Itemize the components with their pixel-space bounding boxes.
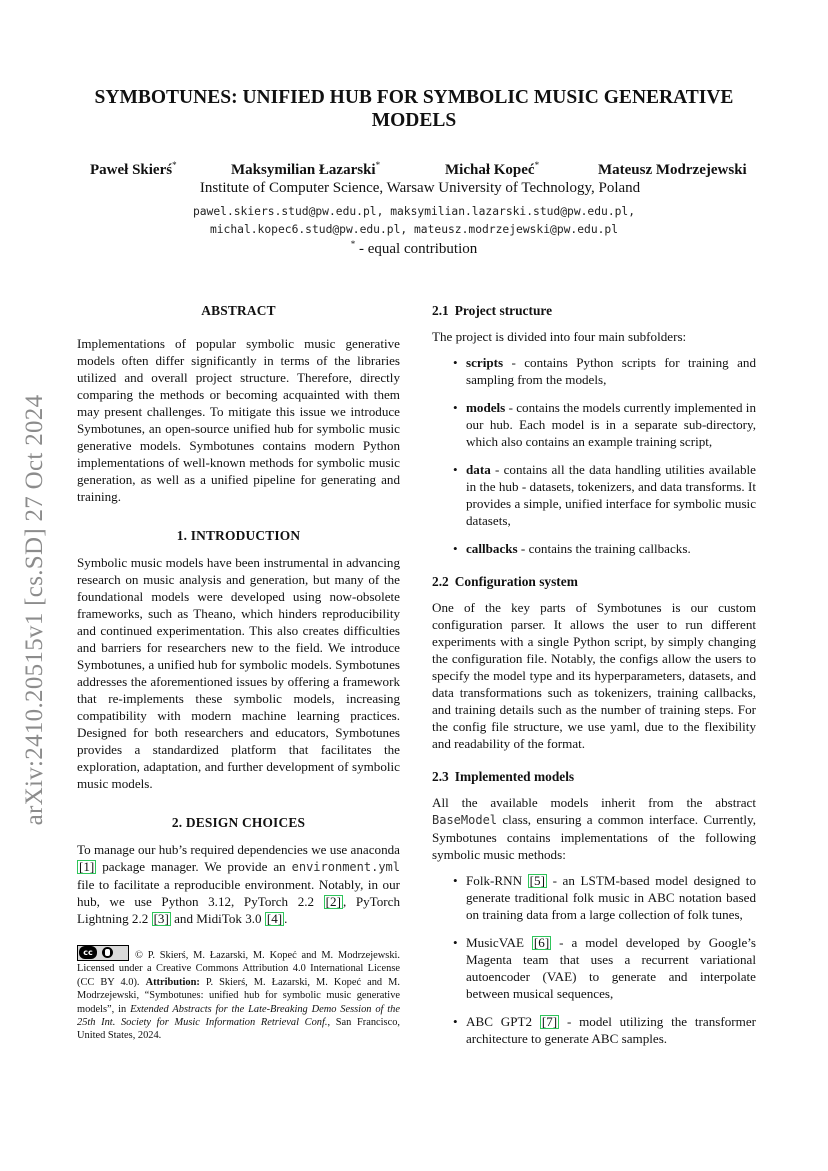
code-environment-yml: environment.yml	[291, 860, 400, 874]
s23-text: All the available models inherit from the abstract BaseModel class, ensuring a common interface. Currently, Symbotunes contains implementations of the following symbolic music methods:	[432, 795, 756, 862]
abstract-heading: ABSTRACT	[201, 303, 276, 318]
citation-link[interactable]: [2]	[325, 894, 341, 909]
intro-heading: 1. INTRODUCTION	[176, 528, 301, 543]
list-item: • scripts - contains Python scripts for training and sampling from the models,	[432, 354, 756, 388]
author-4: Mateusz Modrzejewski	[598, 162, 747, 178]
list-item: • Folk-RNN [5] - an LSTM-based model designed to generate traditional folk music in ABC notation based on training data from a large collection of folk tunes,	[432, 872, 756, 923]
citation-link[interactable]: [3]	[153, 911, 169, 926]
subfolder-list	[432, 354, 756, 557]
list-item: • MusicVAE [6] - a model developed by Google’s Magenta team that uses a recurrent variational autoencoder (VAE) to generate and interpolate between musical sequences,	[432, 934, 756, 1002]
cc-by-license-icon: cc	[77, 945, 129, 961]
list-item: • data - contains all the data handling utilities available in the hub - datasets, tokenizers, and data transforms. It provides a simple, unified interface for symbolic music datasets,	[432, 461, 756, 529]
author-2: Maksymilian Łazarski*	[231, 160, 381, 178]
citation-link[interactable]: [4]	[266, 911, 283, 926]
email-line-1: pawel.skiers.stud@pw.edu.pl, maksymilian.lazarski.stud@pw.edu.pl,	[192, 205, 636, 218]
design-text: To manage our hub’s required dependencies we use anaconda [1] package manager. We provide an environment.yml file to facilitate a reproducible environment. Notably, in our hub, we use Python 3.12, PyTorch 2.2 [2] , PyTorch Lightning 2.2 [3] and MidiTok 3.0 [4] .	[77, 842, 401, 926]
citation-link[interactable]: [1]	[79, 859, 95, 874]
license-footnote: cc © P. Skierś, M. Łazarski, M. Kopeć and M. Modrzejewski. Licensed under a Creative Commons Attribution 4.0 International License (CC BY 4.0). Attribution: P. Skierś, M. Łazarski, M. Kopeć and M. Modrzejewski, “Symbotunes: unified hub for symbolic music generative models”, in Extended Abstracts for the Late-Breaking Demo Session of the 25th Int. Society for Music Information Retrieval Conf., San Francisco, United States, 2024.	[77, 945, 400, 1043]
arxiv-watermark: arXiv:2410.20515v1 [cs.SD] 27 Oct 2024	[21, 394, 48, 826]
list-item: • callbacks - contains the training callbacks.	[432, 540, 756, 557]
paper-title: SYMBOTUNES: UNIFIED HUB FOR SYMBOLIC MUSIC GENERATIVE MODELS	[94, 87, 734, 131]
list-item: • models - contains the models currently implemented in our hub. Each model is in a separate sub-directory, which also contains an example training script,	[432, 399, 756, 450]
code-basemodel: BaseModel	[432, 813, 498, 827]
abstract-text: Implementations of popular symbolic music generative models often differ significantly in terms of the libraries utilized and overall project structure. Therefore, directly comparing the methods or becoming acquainted with them may present challenges. To mitigate this issue we introduce Symbotunes, an open-source unified hub for symbolic music generative models. Symbotunes contains modern Python implementations of well-known methods for symbolic music generation, as well as a unified pipeline for generating and training.	[77, 336, 400, 504]
citation-link[interactable]: [5]	[529, 873, 545, 888]
equal-contribution-note: * - equal contribution	[350, 239, 478, 257]
intro-text: Symbolic music models have been instrumental in advancing research on music analysis and generation, but many of the foundational models were developed using now-obsolete frameworks, such as Theano, which hinders reproducibility and continued experimentation. This also creates difficulties and barriers for researchers new to the field. We introduce Symbotunes, a unified hub for symbolic models. Symbotunes addresses the aforementioned issues by offering a framework that re-implements these symbolic models, increasing compatibility with modern machine learning practices. Designed for both researchers and educators, Symbotunes provides a standardized platform that facilitates the exploration, adaptation, and further development of symbolic music models.	[77, 555, 400, 791]
author-list	[0, 160, 828, 180]
author-3: Michał Kopeć*	[445, 160, 540, 178]
affiliation: Institute of Computer Science, Warsaw University of Technology, Poland	[199, 180, 641, 196]
section-2-1-heading: 2.1 Project structure	[432, 303, 553, 318]
citation-link[interactable]: [7]	[541, 1014, 558, 1029]
section-2-2-heading: 2.2 Configuration system	[432, 574, 578, 589]
right-column	[432, 300, 756, 1047]
design-heading: 2. DESIGN CHOICES	[171, 815, 306, 830]
email-line-2: michal.kopec6.stud@pw.edu.pl, mateusz.modrzejewski@pw.edu.pl	[209, 223, 619, 236]
section-2-3-heading: 2.3 Implemented models	[432, 769, 575, 784]
citation-link[interactable]: [6]	[533, 935, 550, 950]
models-list	[432, 872, 756, 1047]
author-1: Paweł Skierś*	[90, 160, 177, 178]
s22-text: One of the key parts of Symbotunes is our custom configuration parser. It allows the user to run different experiments with a single Python script, by simply changing the configuration file. Notably, the configs allow the users to specify the model type and its hyperparameters, datasets, and data transformations such as tokenizers, training callbacks, and training details such as the number of training steps. For the config file structure, we use yaml, due to the flexibility and readability of the format.	[432, 600, 756, 751]
left-column	[77, 300, 400, 1043]
s21-intro: The project is divided into four main subfolders:	[432, 329, 687, 344]
list-item: • ABC GPT2 [7] - model utilizing the transformer architecture to generate ABC samples.	[432, 1013, 756, 1047]
